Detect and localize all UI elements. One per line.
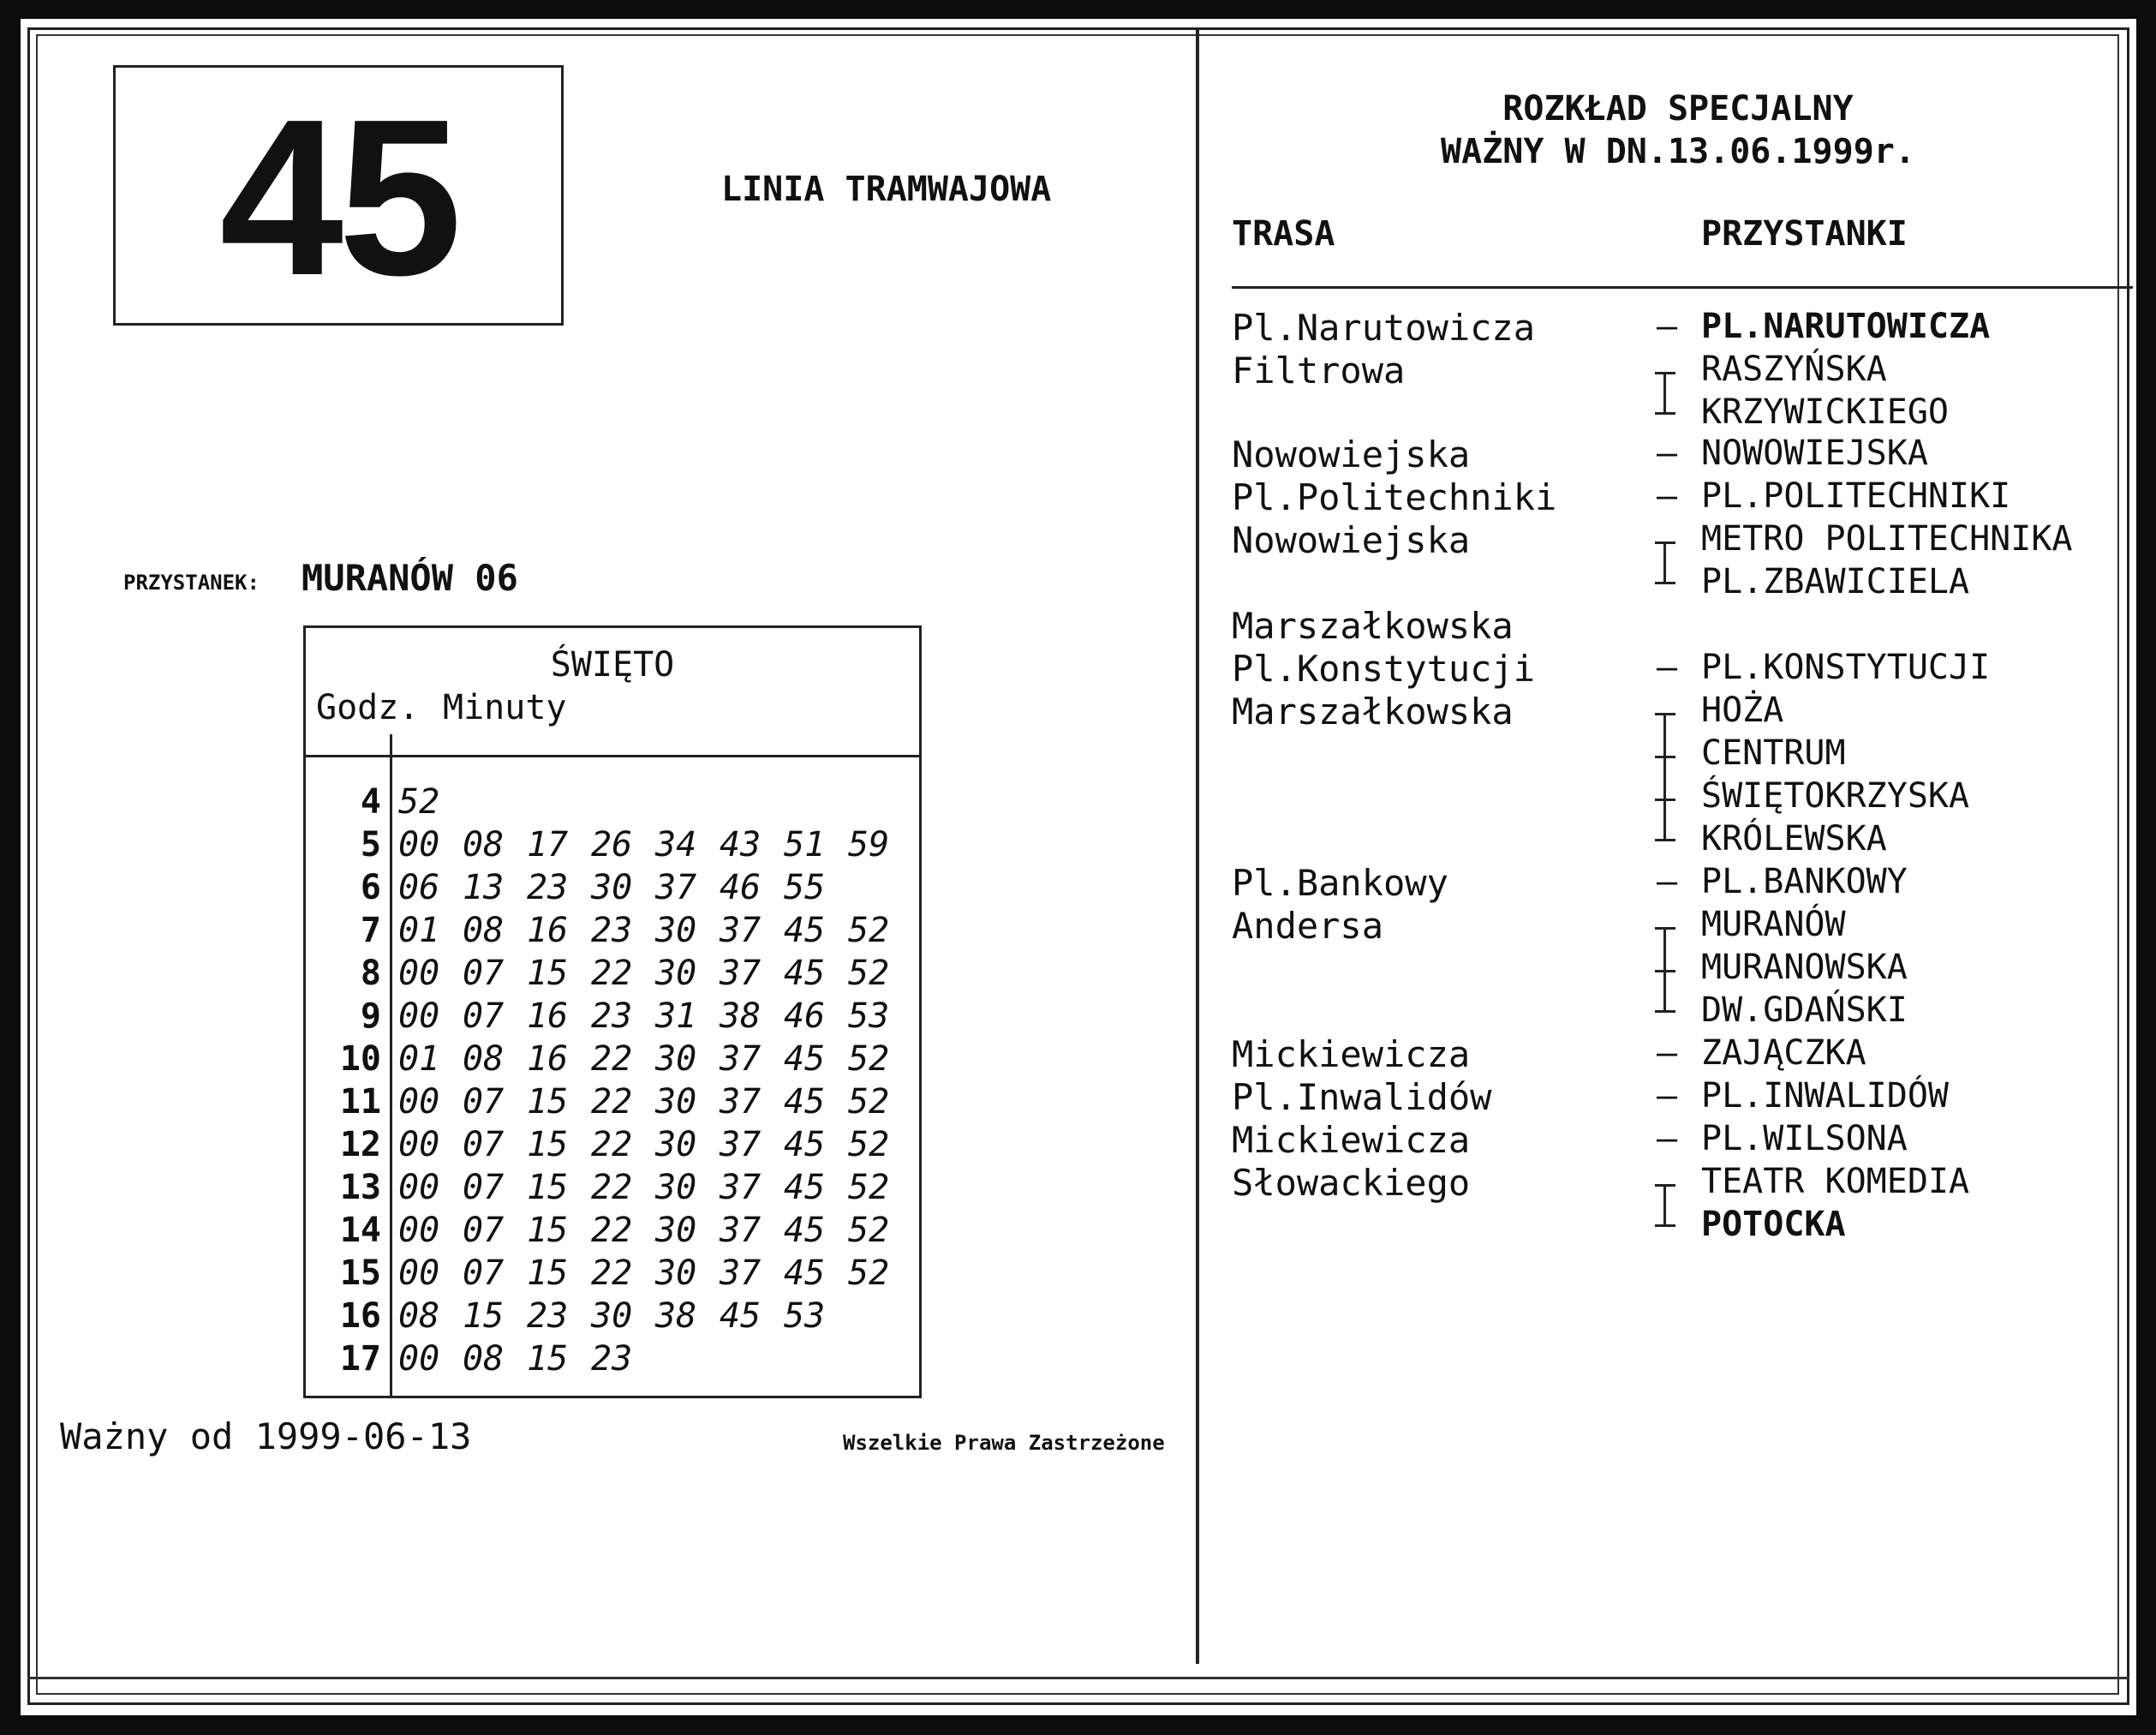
departure-minute: 52 xyxy=(398,782,440,822)
departure-minute: 00 xyxy=(398,1082,440,1122)
route-stop: PL.KONSTYTUCJI xyxy=(1701,648,1991,687)
departure-hour: 11 xyxy=(339,1082,381,1122)
departure-minute: 22 xyxy=(591,1168,633,1207)
stop-label: PRZYSTANEK: xyxy=(123,571,260,595)
departure-minute: 52 xyxy=(848,1039,890,1079)
departure-minute: 52 xyxy=(848,1253,890,1293)
route-stop: POTOCKA xyxy=(1701,1205,1846,1244)
special-schedule-notice xyxy=(1220,87,2136,173)
departure-minute: 06 xyxy=(398,868,440,907)
departure-minute: 01 xyxy=(398,1039,440,1079)
departure-minute: 53 xyxy=(784,1296,826,1336)
departure-minute: 16 xyxy=(527,911,569,950)
departure-minute: 07 xyxy=(463,954,505,993)
departure-minute: 45 xyxy=(784,911,826,950)
hour-column-header: Godz. xyxy=(316,688,420,727)
departure-minute: 52 xyxy=(848,954,890,993)
departure-hour: 5 xyxy=(360,825,381,865)
departure-hour: 14 xyxy=(339,1211,381,1250)
departure-minute: 15 xyxy=(527,1339,569,1379)
departure-minute: 01 xyxy=(398,911,440,950)
departure-table xyxy=(303,625,922,1398)
departure-minute: 30 xyxy=(655,911,697,950)
special-schedule-title: ROZKŁAD SPECJALNY xyxy=(1502,89,1854,129)
route-stop: KRÓLEWSKA xyxy=(1701,819,1887,859)
departure-minute: 00 xyxy=(398,1168,440,1207)
departure-minute: 45 xyxy=(784,1039,826,1079)
panel-divider xyxy=(1196,29,1199,1664)
route-stop: MURANÓW xyxy=(1701,905,1846,944)
departure-minutes xyxy=(398,1082,912,1122)
departure-minutes xyxy=(398,1168,912,1207)
departure-rows xyxy=(306,781,919,1380)
departure-hour: 16 xyxy=(339,1296,381,1336)
departure-minute: 07 xyxy=(463,1082,505,1122)
departure-minute: 52 xyxy=(848,911,890,950)
departure-minute: 30 xyxy=(655,1168,697,1207)
departure-minute: 38 xyxy=(655,1296,697,1336)
valid-from: Ważny od 1999-06-13 xyxy=(60,1415,472,1457)
departure-minute: 30 xyxy=(655,1082,697,1122)
departure-minute: 15 xyxy=(527,1082,569,1122)
line-number-box xyxy=(113,65,564,326)
departure-hour: 15 xyxy=(339,1253,381,1293)
dash-icon: – xyxy=(1657,1033,1678,1073)
route-stop: KRZYWICKIEGO xyxy=(1701,392,1949,432)
route-header: TRASA xyxy=(1232,214,1335,254)
dash-icon: – xyxy=(1657,1119,1678,1158)
departure-minute: 00 xyxy=(398,954,440,993)
departure-hour: 17 xyxy=(339,1339,381,1379)
departure-minute: 23 xyxy=(591,911,633,950)
route-stop: PL.POLITECHNIKI xyxy=(1701,476,2011,516)
departure-minute: 22 xyxy=(591,1125,633,1164)
departure-minute: 15 xyxy=(527,1253,569,1293)
route-stop: HOŻA xyxy=(1701,691,1784,730)
minutes-column-header: Minuty xyxy=(443,688,567,727)
route-stop: PL.INWALIDÓW xyxy=(1701,1076,1949,1116)
departure-minute: 37 xyxy=(720,1082,761,1122)
departure-row xyxy=(306,866,919,909)
departure-minutes xyxy=(398,1339,655,1379)
route-street: Filtrowa xyxy=(1232,350,1406,392)
departure-row xyxy=(306,1337,919,1380)
departure-minute: 37 xyxy=(720,1039,761,1079)
departure-minute: 52 xyxy=(848,1211,890,1250)
departure-minute: 52 xyxy=(848,1082,890,1122)
departure-minute: 26 xyxy=(591,825,633,865)
departure-minutes xyxy=(398,1039,912,1079)
departure-row xyxy=(306,1080,919,1123)
departure-minute: 37 xyxy=(720,954,761,993)
dash-icon: – xyxy=(1657,476,1678,516)
departure-minute: 00 xyxy=(398,996,440,1036)
route-street: Pl.Bankowy xyxy=(1232,862,1448,904)
departure-minute: 17 xyxy=(527,825,569,865)
departure-hour: 8 xyxy=(360,954,381,993)
departure-minute: 08 xyxy=(398,1296,440,1336)
departure-row xyxy=(306,1252,919,1295)
departure-minute: 23 xyxy=(591,1339,633,1379)
departure-minute: 30 xyxy=(655,1125,697,1164)
departure-minute: 07 xyxy=(463,996,505,1036)
departure-minute: 08 xyxy=(463,911,505,950)
departure-minute: 31 xyxy=(655,996,697,1036)
departure-minute: 08 xyxy=(463,825,505,865)
departure-minute: 07 xyxy=(463,1168,505,1207)
route-street: Nowowiejska xyxy=(1232,434,1471,476)
departure-hour: 12 xyxy=(339,1125,381,1164)
route-stop: DW.GDAŃSKI xyxy=(1701,990,1908,1030)
departure-row xyxy=(306,995,919,1038)
departure-minute: 37 xyxy=(720,911,761,950)
departure-minutes xyxy=(398,825,912,865)
departure-minute: 37 xyxy=(720,1253,761,1293)
departure-minute: 37 xyxy=(655,868,697,907)
departure-minute: 13 xyxy=(463,868,505,907)
departure-minute: 43 xyxy=(720,825,761,865)
route-street: Marszałkowska xyxy=(1232,691,1514,733)
departure-minute: 22 xyxy=(591,1211,633,1250)
stop-group-bracket-icon xyxy=(1655,372,1675,415)
departure-minute: 46 xyxy=(784,996,826,1036)
bottom-rule xyxy=(27,1677,2129,1679)
departure-minute: 37 xyxy=(720,1125,761,1164)
departure-minute: 23 xyxy=(527,1296,569,1336)
departure-minute: 30 xyxy=(591,1296,633,1336)
departure-minute: 22 xyxy=(591,1082,633,1122)
route-stop: METRO POLITECHNIKA xyxy=(1701,519,2073,559)
departure-minute: 45 xyxy=(784,1253,826,1293)
line-type: LINIA TRAMWAJOWA xyxy=(721,170,1052,209)
day-type: ŚWIĘTO xyxy=(550,645,675,685)
departure-minute: 22 xyxy=(591,1253,633,1293)
departure-minute: 30 xyxy=(655,1039,697,1079)
stop-group-bracket-icon xyxy=(1655,541,1675,584)
stop-group-bracket-icon xyxy=(1655,927,1675,1013)
departure-minute: 45 xyxy=(784,1125,826,1164)
departure-minute: 00 xyxy=(398,825,440,865)
departure-minutes xyxy=(398,1296,848,1336)
dash-icon: – xyxy=(1657,648,1678,687)
departure-minute: 55 xyxy=(784,868,826,907)
departure-minute: 00 xyxy=(398,1339,440,1379)
route-street: Pl.Narutowicza xyxy=(1232,307,1536,349)
dash-icon: – xyxy=(1657,307,1678,346)
route-street: Mickiewicza xyxy=(1232,1033,1471,1075)
departure-minute: 45 xyxy=(720,1296,761,1336)
departure-minute: 34 xyxy=(655,825,697,865)
departure-minute: 07 xyxy=(463,1253,505,1293)
departure-minutes xyxy=(398,1253,912,1293)
departure-minute: 30 xyxy=(655,1253,697,1293)
departure-row xyxy=(306,1209,919,1252)
departure-minutes xyxy=(398,911,912,950)
copyright: Wszelkie Prawa Zastrzeżone xyxy=(843,1431,1165,1455)
departure-minute: 00 xyxy=(398,1125,440,1164)
departure-minutes xyxy=(398,868,848,907)
departure-hour: 4 xyxy=(360,782,381,822)
departure-minute: 16 xyxy=(527,996,569,1036)
departure-minute: 53 xyxy=(848,996,890,1036)
departure-minute: 23 xyxy=(527,868,569,907)
departure-minute: 22 xyxy=(591,1039,633,1079)
departure-row xyxy=(306,1123,919,1166)
route-street: Andersa xyxy=(1232,905,1384,947)
timetable-sheet xyxy=(21,19,2136,1715)
departure-hour: 7 xyxy=(360,911,381,950)
stops-header: PRZYSTANKI xyxy=(1701,214,1908,254)
departure-minutes xyxy=(398,954,912,993)
departure-minute: 30 xyxy=(655,954,697,993)
route-street: Pl.Konstytucji xyxy=(1232,648,1536,690)
departure-minute: 30 xyxy=(591,868,633,907)
departure-minute: 08 xyxy=(463,1339,505,1379)
route-stop: PL.NARUTOWICZA xyxy=(1701,307,1991,346)
departure-row xyxy=(306,909,919,952)
stop-group-bracket-icon xyxy=(1655,1184,1675,1227)
route-stop: PL.BANKOWY xyxy=(1701,862,1908,901)
departure-row xyxy=(306,823,919,866)
departure-minute: 45 xyxy=(784,1082,826,1122)
departure-minute: 37 xyxy=(720,1211,761,1250)
departure-minute: 59 xyxy=(848,825,890,865)
route-stop: CENTRUM xyxy=(1701,733,1846,773)
departure-minutes xyxy=(398,1211,912,1250)
departure-hour: 6 xyxy=(360,868,381,907)
route-street: Pl.Inwalidów xyxy=(1232,1076,1492,1118)
departure-table-header xyxy=(306,628,919,757)
departure-minute: 52 xyxy=(848,1168,890,1207)
special-schedule-date: WAŻNY W DN.13.06.1999r. xyxy=(1441,132,1915,171)
departure-minute: 00 xyxy=(398,1253,440,1293)
departure-minutes xyxy=(398,1125,912,1164)
departure-minute: 15 xyxy=(527,954,569,993)
departure-minute: 15 xyxy=(463,1296,505,1336)
dash-icon: – xyxy=(1657,434,1678,473)
route-street: Mickiewicza xyxy=(1232,1119,1471,1161)
departure-minute: 38 xyxy=(720,996,761,1036)
route-street: Pl.Politechniki xyxy=(1232,476,1557,518)
departure-minute: 16 xyxy=(527,1039,569,1079)
route-stop: PL.ZBAWICIELA xyxy=(1701,562,1970,601)
departure-hour: 10 xyxy=(339,1039,381,1079)
departure-minute: 07 xyxy=(463,1211,505,1250)
departure-minute: 22 xyxy=(591,954,633,993)
departure-minute: 15 xyxy=(527,1125,569,1164)
departure-minute: 45 xyxy=(784,1168,826,1207)
departure-minute: 15 xyxy=(527,1168,569,1207)
departure-minute: 23 xyxy=(591,996,633,1036)
route-stop: ŚWIĘTOKRZYSKA xyxy=(1701,776,1970,816)
departure-minute: 45 xyxy=(784,954,826,993)
departure-row xyxy=(306,1038,919,1080)
departure-minute: 08 xyxy=(463,1039,505,1079)
departure-minute: 30 xyxy=(655,1211,697,1250)
route-stop: ZAJĄCZKA xyxy=(1701,1033,1866,1073)
header-rule xyxy=(1232,286,2133,289)
route-street: Słowackiego xyxy=(1232,1162,1471,1204)
departure-minute: 00 xyxy=(398,1211,440,1250)
departure-minute: 45 xyxy=(784,1211,826,1250)
dash-icon: – xyxy=(1657,862,1678,901)
departure-row xyxy=(306,1295,919,1337)
departure-hour: 13 xyxy=(339,1168,381,1207)
route-stop: PL.WILSONA xyxy=(1701,1119,1908,1158)
stop-name: MURANÓW 06 xyxy=(302,557,518,599)
route-street: Marszałkowska xyxy=(1232,605,1514,647)
departure-minute: 07 xyxy=(463,1125,505,1164)
route-stop: RASZYŃSKA xyxy=(1701,350,1887,389)
route-stop: NOWOWIEJSKA xyxy=(1701,434,1928,473)
route-street: Nowowiejska xyxy=(1232,519,1471,561)
departure-minute: 51 xyxy=(784,825,826,865)
departure-row xyxy=(306,781,919,823)
route-stop: MURANOWSKA xyxy=(1701,948,1908,987)
departure-row xyxy=(306,952,919,995)
departure-row xyxy=(306,1166,919,1209)
dash-icon: – xyxy=(1657,1076,1678,1116)
departure-minutes xyxy=(398,782,463,822)
departure-minute: 37 xyxy=(720,1168,761,1207)
departure-hour: 9 xyxy=(360,996,381,1036)
departure-minute: 15 xyxy=(527,1211,569,1250)
stop-group-bracket-icon xyxy=(1655,713,1675,841)
route-stop: TEATR KOMEDIA xyxy=(1701,1162,1970,1201)
departure-minute: 46 xyxy=(720,868,761,907)
departure-minute: 52 xyxy=(848,1125,890,1164)
line-number: 45 xyxy=(219,74,457,322)
departure-minutes xyxy=(398,996,912,1036)
